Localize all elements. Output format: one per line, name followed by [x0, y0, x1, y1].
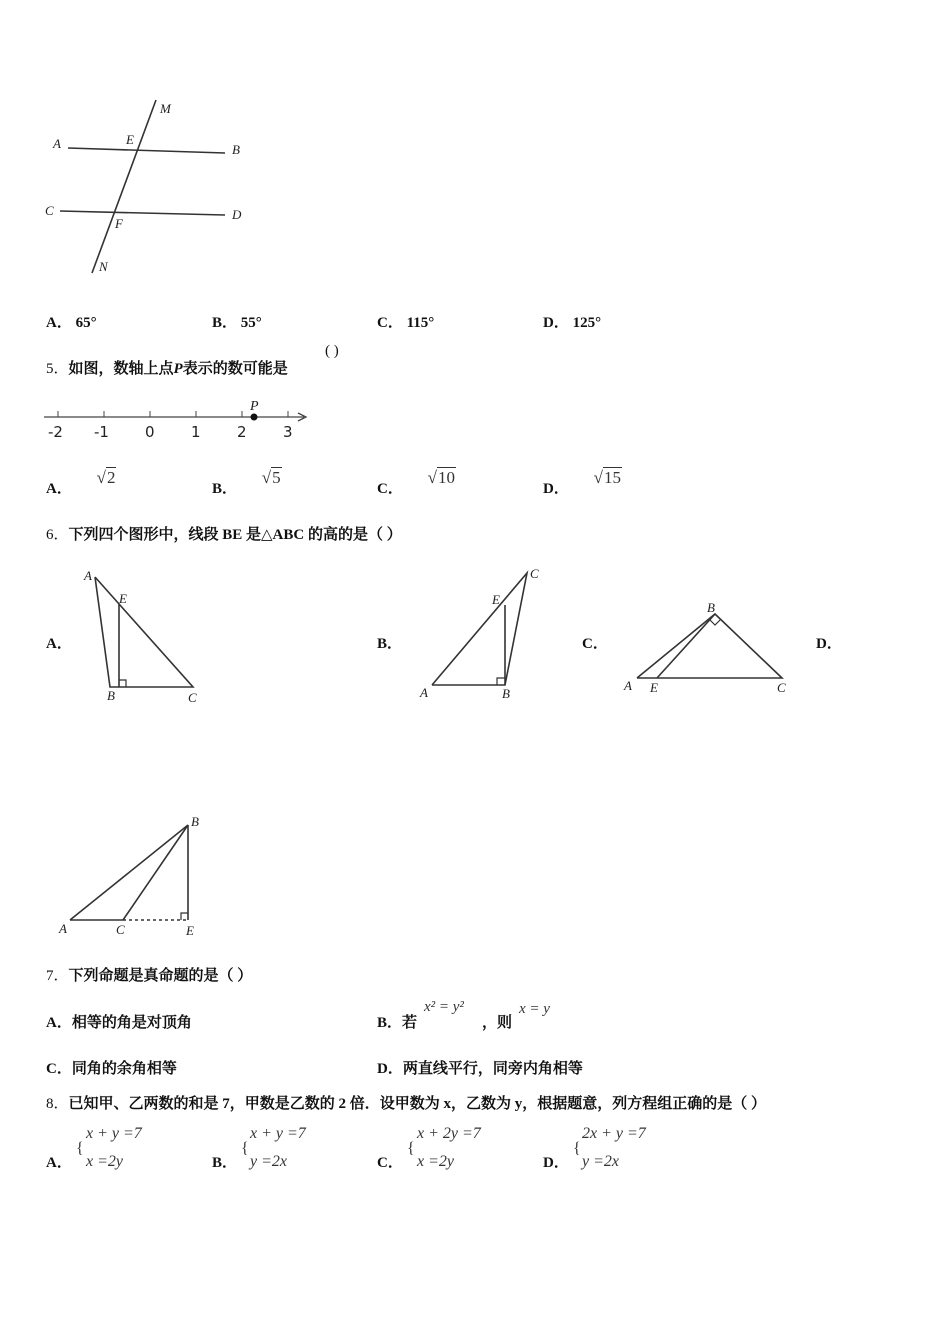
label-a: A — [420, 685, 428, 700]
q7-option-b-then: ，则 — [482, 1015, 513, 1031]
label-b: B — [107, 688, 115, 703]
q4-option-a[interactable]: A． 65° — [46, 315, 97, 331]
label-a: A — [84, 568, 92, 583]
label-c: C — [188, 690, 197, 705]
tick-label: 1 — [191, 423, 201, 441]
segment-ab — [70, 825, 188, 920]
tick-label: -1 — [94, 423, 109, 441]
label-a: A — [53, 136, 61, 151]
q8-option-b[interactable]: B． — [212, 1155, 238, 1171]
q7-option-b-conclusion: x = y — [519, 1001, 550, 1017]
tick-label: 3 — [283, 423, 293, 441]
q6-option-b[interactable]: B． — [377, 636, 403, 652]
segment-cb — [123, 825, 188, 920]
question-number: 6． — [46, 527, 69, 543]
q8-b-eq2: y =2x — [250, 1153, 287, 1170]
q8-brace: { — [76, 1140, 84, 1157]
label-d: D — [232, 207, 242, 222]
question-number: 5． — [46, 361, 69, 377]
q8-stem: 8．已知甲、乙两数的和是 7，甲数是乙数的 2 倍．设甲数为 x，乙数为 y，根据题意，列方程组正确的是（ ） — [46, 1096, 767, 1112]
question-number: 8． — [46, 1096, 69, 1112]
label-m: M — [160, 101, 171, 116]
q7-stem: 7．下列命题是真命题的是（ ） — [46, 968, 253, 984]
q5-option-c[interactable]: C． √10 — [377, 468, 455, 497]
label-c: C — [530, 566, 539, 581]
q5-answer-paren: ( ) — [325, 343, 339, 359]
q7-option-a[interactable]: A．相等的角是对顶角 — [46, 1015, 192, 1031]
q8-brace: { — [573, 1140, 581, 1157]
label-a: A — [59, 921, 67, 936]
label-b: B — [191, 814, 199, 829]
q8-a-eq2: x =2y — [86, 1153, 123, 1170]
q6-option-d[interactable]: D． — [816, 636, 842, 652]
q8-brace: { — [241, 1140, 249, 1157]
q6-option-a[interactable]: A． — [46, 636, 72, 652]
q5-option-d[interactable]: D． √15 — [543, 468, 621, 497]
label-e: E — [650, 680, 658, 695]
q8-c-eq1: x + 2y =7 — [417, 1125, 481, 1142]
point-p-label: P — [250, 399, 259, 414]
q7-option-b[interactable]: B．若 — [377, 1015, 418, 1031]
q7-option-d[interactable]: D．两直线平行，同旁内角相等 — [377, 1061, 583, 1077]
label-e: E — [186, 923, 194, 938]
q7-option-c[interactable]: C．同角的余角相等 — [46, 1061, 177, 1077]
q8-brace: { — [407, 1140, 415, 1157]
q8-option-a[interactable]: A． — [46, 1155, 72, 1171]
label-c: C — [45, 203, 54, 218]
q4-option-c[interactable]: C． 115° — [377, 315, 435, 331]
label-c: C — [116, 922, 125, 937]
label-c: C — [777, 680, 786, 695]
label-b: B — [502, 686, 510, 701]
right-angle-mark — [181, 913, 188, 920]
q5-stem: 5．如图，数轴上点P表示的数可能是 — [46, 361, 288, 377]
q8-d-eq2: y =2x — [582, 1153, 619, 1170]
question-number: 7． — [46, 968, 69, 984]
q4-option-b[interactable]: B． 55° — [212, 315, 262, 331]
tick-label: -2 — [48, 423, 63, 441]
tick-label: 2 — [237, 423, 247, 441]
sqrt-expression: √2 — [96, 468, 116, 487]
label-e: E — [119, 591, 127, 606]
label-f: F — [115, 216, 123, 231]
sqrt-expression: √15 — [593, 468, 621, 487]
q8-a-eq1: x + y =7 — [86, 1125, 142, 1142]
q8-option-c[interactable]: C． — [377, 1155, 403, 1171]
q4-option-d[interactable]: D． 125° — [543, 315, 602, 331]
label-e: E — [492, 592, 500, 607]
q8-c-eq2: x =2y — [417, 1153, 454, 1170]
q8-b-eq1: x + y =7 — [250, 1125, 306, 1142]
label-a: A — [624, 678, 632, 693]
label-n: N — [99, 259, 108, 274]
q5-option-a[interactable]: A． √2 — [46, 468, 116, 497]
sqrt-expression: √5 — [261, 468, 281, 487]
q8-option-d[interactable]: D． — [543, 1155, 569, 1171]
label-e: E — [126, 132, 134, 147]
q6-option-c[interactable]: C． — [582, 636, 608, 652]
sqrt-expression: √10 — [427, 468, 455, 487]
tick-label: 0 — [145, 423, 155, 441]
label-b: B — [232, 142, 240, 157]
q7-option-b-condition: x² = y² — [424, 999, 464, 1015]
q6-stem: 6．下列四个图形中，线段 BE 是△ABC 的高的是（ ） — [46, 527, 402, 543]
label-b: B — [707, 600, 715, 615]
q8-d-eq1: 2x + y =7 — [582, 1125, 646, 1142]
q5-option-b[interactable]: B． √5 — [212, 468, 281, 497]
